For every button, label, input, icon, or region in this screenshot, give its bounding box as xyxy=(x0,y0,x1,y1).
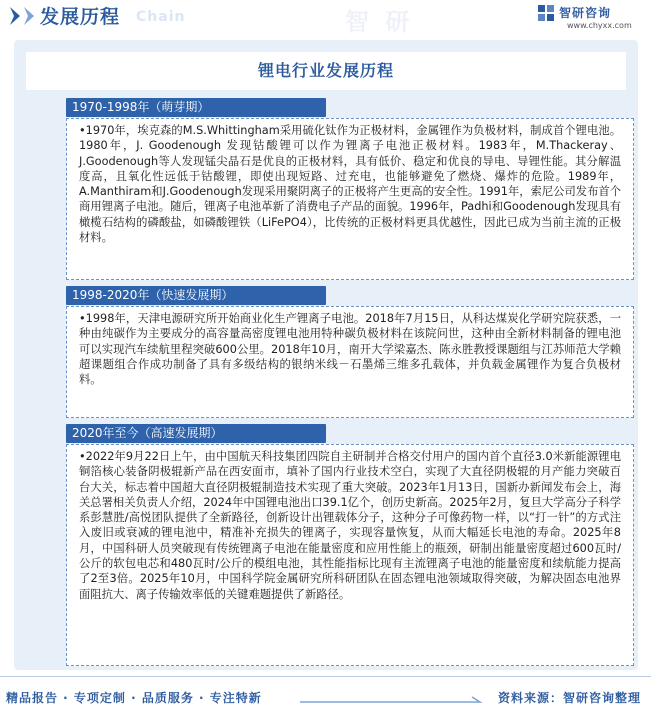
section-text-sprout: •1970年，埃克森的M.S.Whittingham采用硫化钛作为正极材料，金属锂作为负极材料，制成首个锂电池。1980年，J. Goodenough 发现钴酸锂可以作为锂离子电池正极材料。1983年，M.Thackeray、J.Goodenough等人发现锰尖晶石是优良的正极材料，具有低价、稳定和优良的导电、导锂性能。其分解温度高，且氧化性远低于钴酸锂，即使出现短路、过充电，也能够避免了燃烧、爆炸的危险。1989年，A.Manthiram和J.Goodenough发现采用聚阴离子的正极将产生更高的安全性。1991年，索尼公司发布首个商用锂离子电池。随后，锂离子电池革新了消费电子产品的面貌。1996年，Padhi和Goodenough发现具有橄榄石结构的磷酸盐，如磷酸锂铁（LiFePO4），比传统的正极材料更具优越性，因此已成为当前主流的正极材料。 xyxy=(79,124,621,245)
page-title: 锂电行业发展历程 xyxy=(257,61,394,80)
section-title: 发展历程 xyxy=(40,6,121,28)
section-heading-sprout: 1970-1998年（萌芽期） xyxy=(66,98,326,117)
logo-icon xyxy=(537,4,555,22)
section-heading-rapid: 2020年至今（高速发展期） xyxy=(66,424,326,443)
arrow-right-icon xyxy=(300,691,490,701)
section-heading-fast: 1998-2020年（快速发展期） xyxy=(66,286,326,305)
page-footer xyxy=(0,676,651,711)
footer-slogan: 精品报告 · 专项定制 · 品质服务 · 专注特新 xyxy=(6,691,262,705)
section-text-rapid: •2022年9月22日上午，由中国航天科技集团四院自主研制并合格交付用户的国内首个直径3.0米新能源锂电铜箔核心装备阴极辊新产品在西安面市，填补了国内行业技术空白，实现了大直径阴极辊的月产能力突破百台大关，标志着中国超大直径阴极辊制造技术实现了重大突破。2023年1月13日，国新办新闻发布会上，海关总署相关负责人介绍，2024年中国锂电池出口39.1亿个，创历史新高。2025年2月，复旦大学高分子科学系彭慧胜/高悦团队提供了全新路径，创新设计出锂载体分子，这种分子可像药物一样，以“打一针”的方式注入废旧或衰减的锂电池中，精准补充损失的锂离子，实现容量恢复，从而大幅延长电池的寿命。2025年8月，中国科研人员突破现有传统锂离子电池在能量密度和应用性能上的瓶颈，研制出能量密度超过600瓦时/公斤的软包电芯和480瓦时/公斤的模组电池，其性能指标比现有主流锂离子电池的能量密度和续航能力提高了2至3倍。2025年10月，中国科学院金属研究所科研团队在固态锂电池领域取得突破，为解决固态电池界面阻抗大、离子传输效率低的关键难题提供了新路径。 xyxy=(79,450,621,601)
footer-source: 资料来源：智研咨询整理 xyxy=(497,691,641,705)
section-box-rapid xyxy=(66,444,634,666)
watermark: 智 研 xyxy=(345,8,414,36)
page-header xyxy=(0,0,651,34)
logo-url: www.chyxx.com xyxy=(567,21,632,30)
section-box-sprout xyxy=(66,118,634,280)
chevron-right-icon xyxy=(22,6,36,26)
section-title-english: Chain xyxy=(136,9,186,25)
main-title-box xyxy=(26,52,626,90)
logo-name: 智研咨询 xyxy=(559,6,612,20)
chevron-right-icon xyxy=(8,6,22,26)
section-text-fast: •1998年，天津电源研究所开始商业化生产锂离子电池。2018年7月15日，从科达煤炭化学研究院获悉，一种由纯碳作为主要成分的高容量高密度锂电池用特种碳负极材料在该院问世，这种由全新材料制备的锂电池可以实现汽车续航里程突破600公里。2018年10月，南开大学梁嘉杰、陈永胜教授课题组与江苏师范大学赖超课题组合作成功制备了具有多级结构的银纳米线－石墨烯三维多孔载体，并负载金属锂作为复合负极材料。 xyxy=(79,312,621,387)
content-panel xyxy=(14,40,638,670)
brand-logo xyxy=(537,4,637,32)
section-box-fast xyxy=(66,306,634,418)
